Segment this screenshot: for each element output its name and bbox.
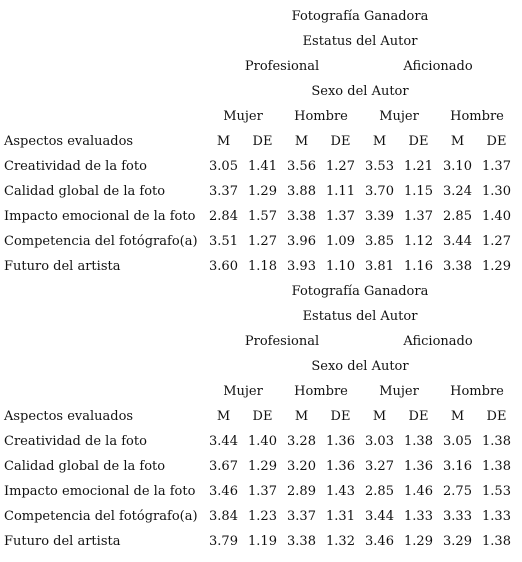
sd-header: DE xyxy=(408,409,429,424)
header-spacer xyxy=(4,54,204,79)
sd-value: 1.36 xyxy=(326,434,355,449)
table-row xyxy=(4,179,516,204)
profesional-header: Profesional xyxy=(244,59,320,74)
header-row-sex-groups xyxy=(4,104,516,129)
mean-value: 3.38 xyxy=(443,259,472,274)
mean-value: 3.84 xyxy=(209,509,238,524)
mean-value: 3.93 xyxy=(287,259,316,274)
mean-value: 3.16 xyxy=(443,459,472,474)
aspects-header: Aspectos evaluados xyxy=(4,134,134,149)
results-table xyxy=(4,4,516,554)
sd-value: 1.18 xyxy=(248,259,277,274)
mean-value: 3.24 xyxy=(443,184,472,199)
mean-value: 2.85 xyxy=(443,209,472,224)
mean-value: 3.38 xyxy=(287,534,316,549)
author-sex-header: Sexo del Autor xyxy=(311,84,409,99)
sd-value: 1.12 xyxy=(404,234,433,249)
table-row xyxy=(4,229,516,254)
sd-header: DE xyxy=(330,134,351,149)
sd-value: 1.15 xyxy=(404,184,433,199)
row-label: Competencia del fotógrafo(a) xyxy=(4,234,198,249)
mean-value: 2.85 xyxy=(365,484,394,499)
row-label: Calidad global de la foto xyxy=(4,184,166,199)
header-row-photo xyxy=(4,279,516,304)
mean-value: 3.29 xyxy=(443,534,472,549)
sd-header: DE xyxy=(252,409,273,424)
mean-value: 3.39 xyxy=(365,209,394,224)
sd-value: 1.16 xyxy=(404,259,433,274)
mujer-header: Mujer xyxy=(379,109,419,124)
table-row xyxy=(4,204,516,229)
header-spacer xyxy=(4,79,204,104)
sd-value: 1.38 xyxy=(482,459,511,474)
mujer-header: Mujer xyxy=(223,384,263,399)
mean-value: 2.75 xyxy=(443,484,472,499)
mean-value: 3.53 xyxy=(365,159,394,174)
sd-value: 1.36 xyxy=(404,459,433,474)
winning-photo-header: Fotografía Ganadora xyxy=(291,284,429,299)
mean-value: 2.84 xyxy=(209,209,238,224)
sd-value: 1.32 xyxy=(326,534,355,549)
aficionado-header: Aficionado xyxy=(403,334,473,349)
sd-value: 1.41 xyxy=(248,159,277,174)
table-row xyxy=(4,154,516,179)
sd-value: 1.19 xyxy=(248,534,277,549)
mujer-header: Mujer xyxy=(223,109,263,124)
mean-value: 3.33 xyxy=(443,509,472,524)
sd-value: 1.11 xyxy=(326,184,355,199)
header-row-columns xyxy=(4,404,516,429)
mean-value: 3.38 xyxy=(287,209,316,224)
header-row-columns xyxy=(4,129,516,154)
table-row xyxy=(4,429,516,454)
mean-header: M xyxy=(294,409,309,424)
mean-value: 3.37 xyxy=(209,184,238,199)
mean-header: M xyxy=(216,409,231,424)
mean-value: 3.79 xyxy=(209,534,238,549)
mean-value: 3.03 xyxy=(365,434,394,449)
mean-header: M xyxy=(450,409,465,424)
sd-value: 1.46 xyxy=(404,484,433,499)
row-label: Calidad global de la foto xyxy=(4,459,166,474)
sd-value: 1.38 xyxy=(482,434,511,449)
aficionado-header: Aficionado xyxy=(403,59,473,74)
mean-value: 3.46 xyxy=(209,484,238,499)
table-row xyxy=(4,254,516,279)
mean-value: 3.44 xyxy=(209,434,238,449)
sd-value: 1.57 xyxy=(248,209,277,224)
mean-value: 3.44 xyxy=(443,234,472,249)
sd-value: 1.38 xyxy=(482,534,511,549)
sd-value: 1.37 xyxy=(248,484,277,499)
sd-value: 1.31 xyxy=(326,509,355,524)
table-row xyxy=(4,529,516,554)
header-row-status xyxy=(4,29,516,54)
author-sex-header: Sexo del Autor xyxy=(311,359,409,374)
hombre-header: Hombre xyxy=(294,109,348,124)
header-row-photo xyxy=(4,4,516,29)
author-status-header: Estatus del Autor xyxy=(302,34,418,49)
mean-header: M xyxy=(450,134,465,149)
sd-value: 1.29 xyxy=(404,534,433,549)
sd-header: DE xyxy=(486,409,507,424)
winning-photo-header: Fotografía Ganadora xyxy=(291,9,429,24)
mean-value: 3.88 xyxy=(287,184,316,199)
header-row-sex xyxy=(4,354,516,379)
header-row-sex xyxy=(4,79,516,104)
mean-value: 3.60 xyxy=(209,259,238,274)
sd-value: 1.40 xyxy=(482,209,511,224)
sd-value: 1.37 xyxy=(326,209,355,224)
author-status-header: Estatus del Autor xyxy=(302,309,418,324)
header-spacer xyxy=(4,304,204,329)
sd-header: DE xyxy=(486,134,507,149)
header-row-status xyxy=(4,304,516,329)
sd-value: 1.27 xyxy=(248,234,277,249)
sd-value: 1.43 xyxy=(326,484,355,499)
mean-value: 3.10 xyxy=(443,159,472,174)
sd-value: 1.36 xyxy=(326,459,355,474)
sd-value: 1.29 xyxy=(248,184,277,199)
sd-value: 1.23 xyxy=(248,509,277,524)
hombre-header: Hombre xyxy=(294,384,348,399)
header-spacer xyxy=(4,329,204,354)
row-label: Futuro del artista xyxy=(4,534,121,549)
header-spacer xyxy=(4,354,204,379)
sd-value: 1.40 xyxy=(248,434,277,449)
mean-value: 3.96 xyxy=(287,234,316,249)
table-row xyxy=(4,454,516,479)
mujer-header: Mujer xyxy=(379,384,419,399)
sd-value: 1.37 xyxy=(482,159,511,174)
header-row-status-groups xyxy=(4,54,516,79)
mean-value: 3.81 xyxy=(365,259,394,274)
header-spacer xyxy=(4,379,204,404)
mean-value: 3.46 xyxy=(365,534,394,549)
table-row xyxy=(4,479,516,504)
mean-value: 3.44 xyxy=(365,509,394,524)
header-spacer xyxy=(4,104,204,129)
sd-header: DE xyxy=(252,134,273,149)
sd-header: DE xyxy=(408,134,429,149)
mean-value: 3.85 xyxy=(365,234,394,249)
hombre-header: Hombre xyxy=(450,384,504,399)
mean-value: 2.89 xyxy=(287,484,316,499)
header-spacer xyxy=(4,279,204,304)
row-label: Impacto emocional de la foto xyxy=(4,484,196,499)
sd-value: 1.10 xyxy=(326,259,355,274)
mean-header: M xyxy=(372,134,387,149)
sd-value: 1.37 xyxy=(404,209,433,224)
mean-header: M xyxy=(294,134,309,149)
row-label: Creatividad de la foto xyxy=(4,434,147,449)
row-label: Futuro del artista xyxy=(4,259,121,274)
row-label: Competencia del fotógrafo(a) xyxy=(4,509,198,524)
hombre-header: Hombre xyxy=(450,109,504,124)
sd-value: 1.27 xyxy=(482,234,511,249)
sd-value: 1.09 xyxy=(326,234,355,249)
header-row-status-groups xyxy=(4,329,516,354)
sd-value: 1.29 xyxy=(248,459,277,474)
table-row xyxy=(4,504,516,529)
sd-value: 1.29 xyxy=(482,259,511,274)
header-spacer xyxy=(4,4,204,29)
mean-value: 3.56 xyxy=(287,159,316,174)
profesional-header: Profesional xyxy=(244,334,320,349)
row-label: Impacto emocional de la foto xyxy=(4,209,196,224)
mean-header: M xyxy=(216,134,231,149)
mean-value: 3.67 xyxy=(209,459,238,474)
sd-value: 1.27 xyxy=(326,159,355,174)
mean-value: 3.27 xyxy=(365,459,394,474)
mean-value: 3.51 xyxy=(209,234,238,249)
header-row-sex-groups xyxy=(4,379,516,404)
sd-value: 1.33 xyxy=(404,509,433,524)
mean-value: 3.28 xyxy=(287,434,316,449)
sd-value: 1.33 xyxy=(482,509,511,524)
mean-value: 3.20 xyxy=(287,459,316,474)
mean-value: 3.05 xyxy=(209,159,238,174)
mean-value: 3.05 xyxy=(443,434,472,449)
sd-value: 1.38 xyxy=(404,434,433,449)
sd-value: 1.21 xyxy=(404,159,433,174)
sd-value: 1.53 xyxy=(482,484,511,499)
row-label: Creatividad de la foto xyxy=(4,159,147,174)
mean-value: 3.70 xyxy=(365,184,394,199)
sd-header: DE xyxy=(330,409,351,424)
mean-header: M xyxy=(372,409,387,424)
aspects-header: Aspectos evaluados xyxy=(4,409,134,424)
mean-value: 3.37 xyxy=(287,509,316,524)
header-spacer xyxy=(4,29,204,54)
sd-value: 1.30 xyxy=(482,184,511,199)
